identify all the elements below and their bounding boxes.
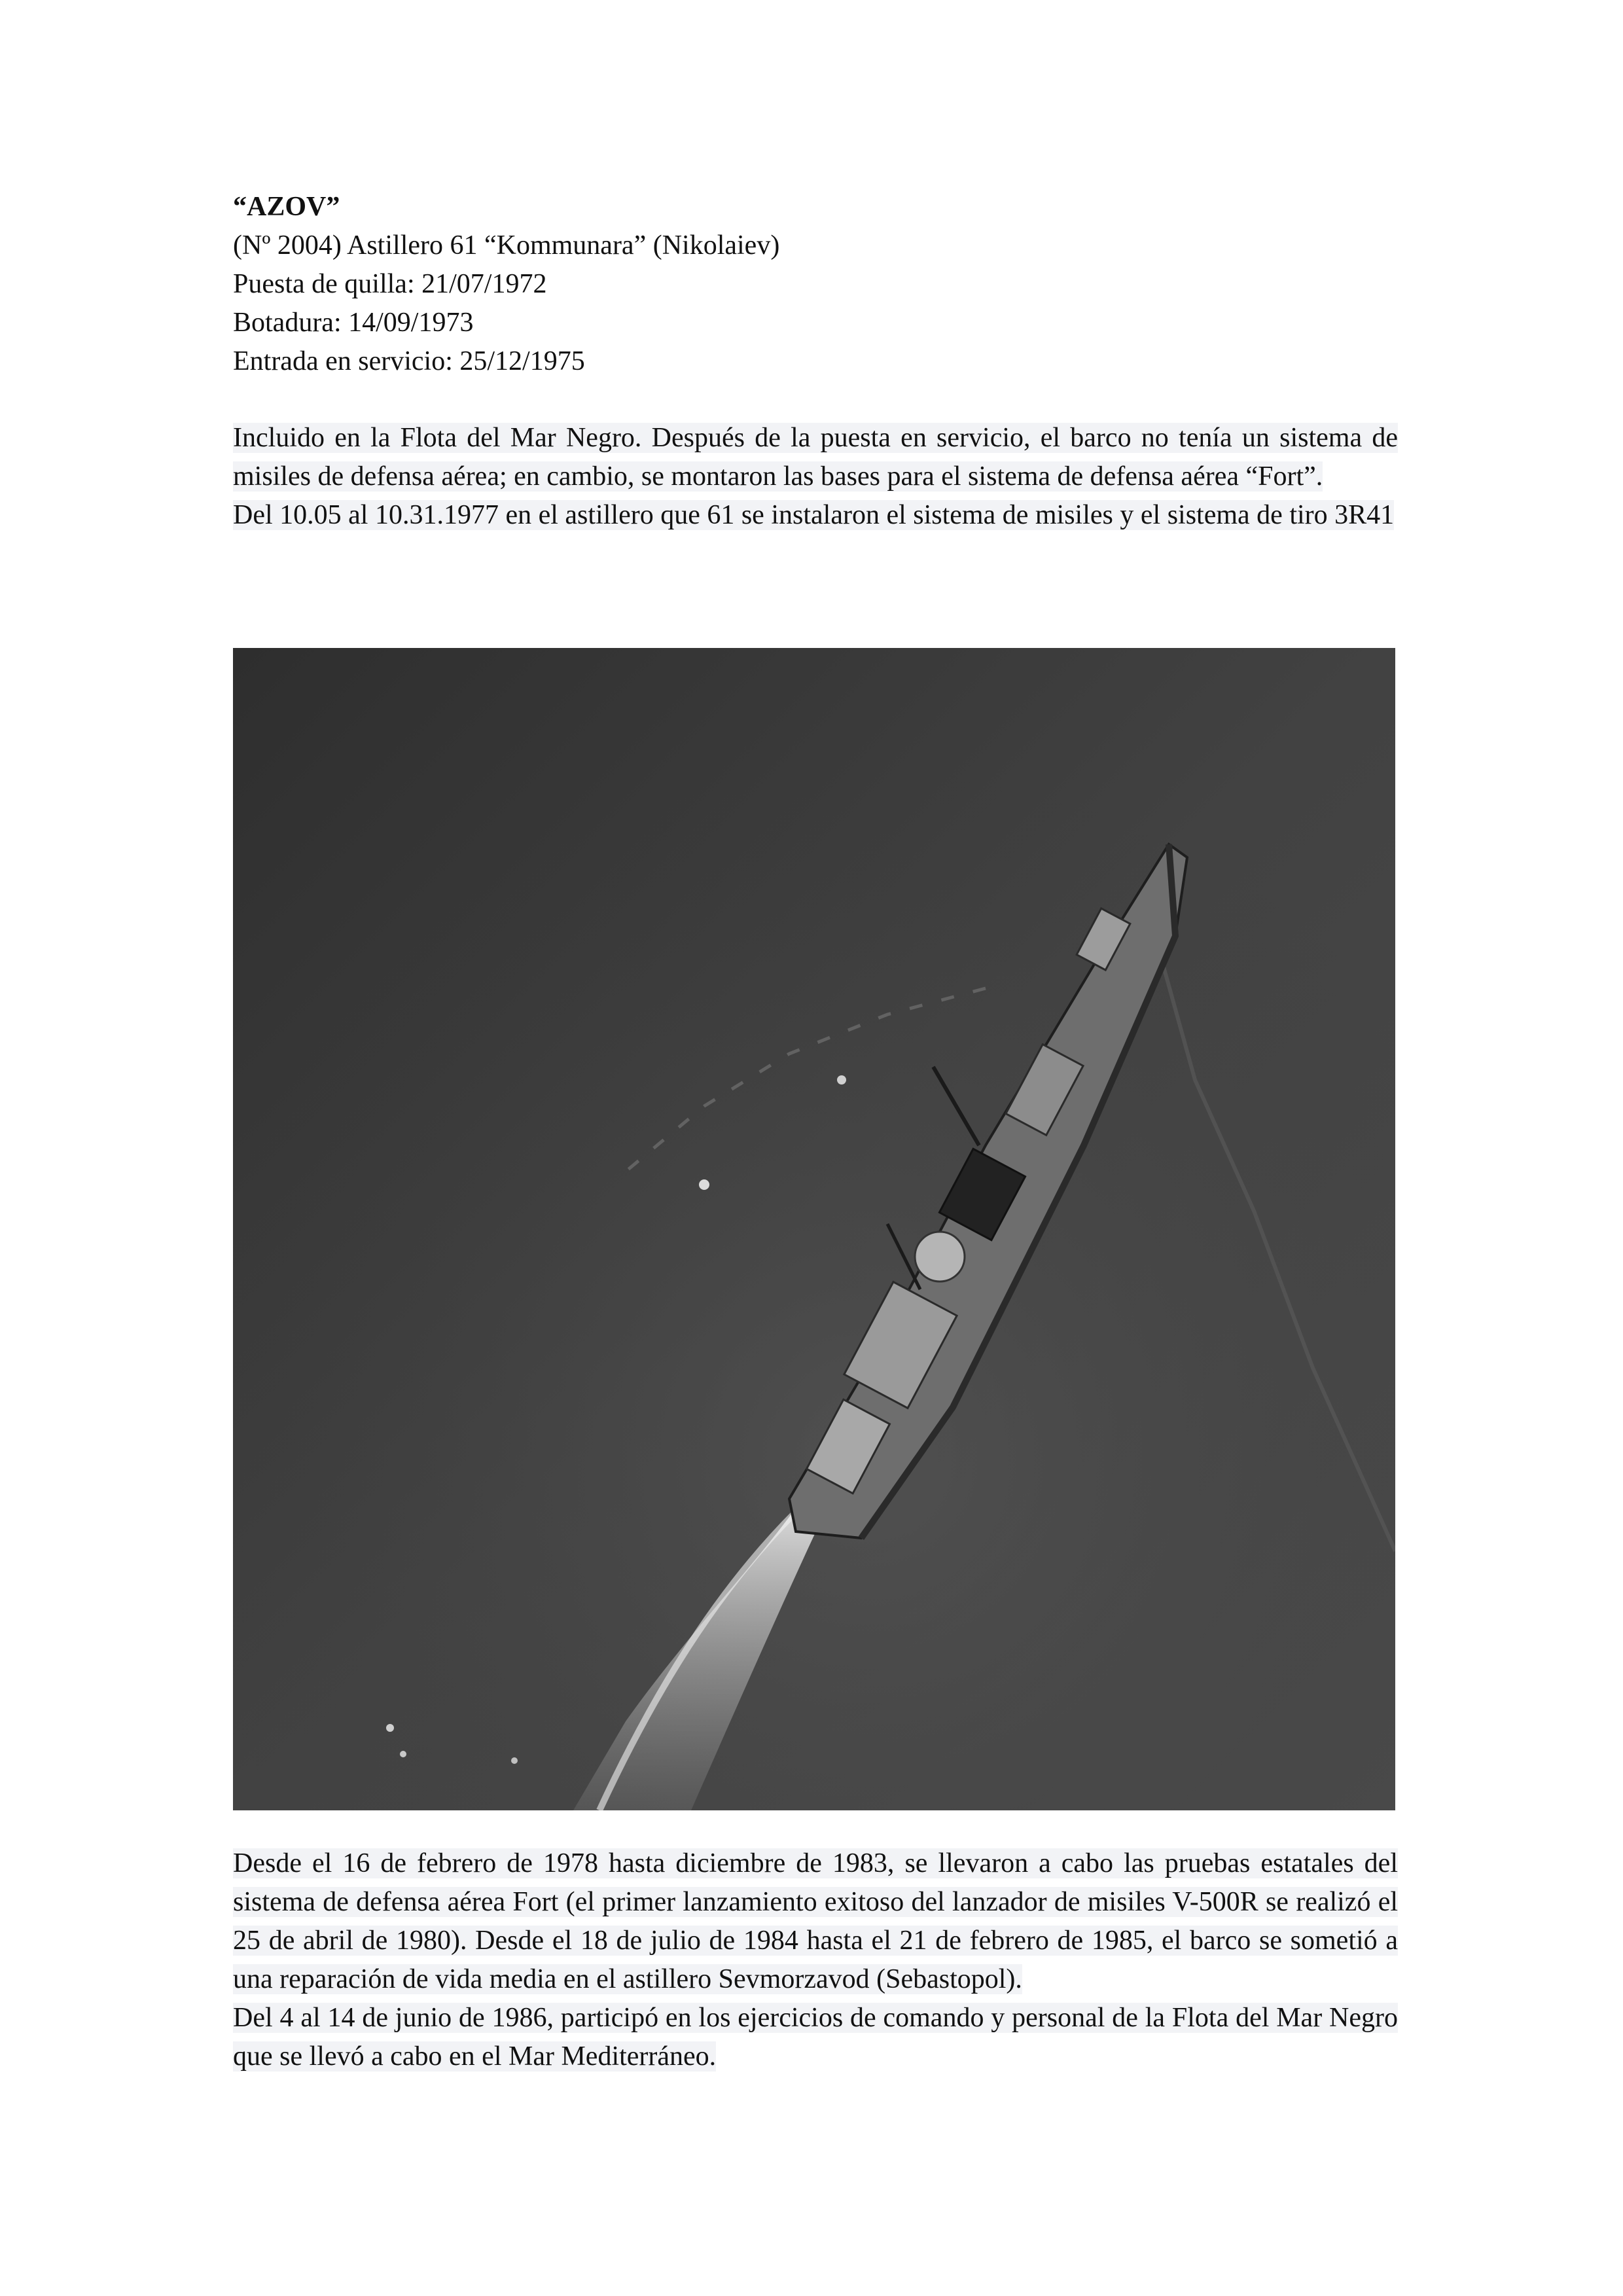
shipyard-line: (Nº 2004) Astillero 61 “Kommunara” (Nikolaiev): [233, 230, 780, 260]
ship-photo: [233, 648, 1395, 1810]
paragraph-text: Incluido en la Flota del Mar Negro. Después de la puesta en servicio, el barco no tenía un sistema de misiles de defensa aérea; en cambio, se montaron las bases para el sistema de defensa aérea “Fort”.: [233, 423, 1398, 492]
paragraph: [233, 1844, 1398, 1999]
paragraph-text: Del 10.05 al 10.31.1977 en el astillero que 61 se instalaron el sistema de misiles y el sistema de tiro 3R41: [233, 500, 1395, 530]
body-text-top: [233, 419, 1398, 535]
keel-laying-line: Puesta de quilla: 21/07/1972: [233, 269, 547, 299]
paragraph-text: Desde el 16 de febrero de 1978 hasta diciembre de 1983, se llevaron a cabo las pruebas estatales del sistema de defensa aérea Fort (el primer lanzamiento exitoso del lanzador de misiles V-500R se realizó el 25 de abril de 1980). Desde el 18 de julio de 1984 hasta el 21 de febrero de 1985, el barco se sometió a una reparación de vida media en el astillero Sevmorzavod (Sebastopol).: [233, 1848, 1398, 1994]
ship-header: [233, 188, 1398, 381]
commissioning-line: Entrada en servicio: 25/12/1975: [233, 346, 585, 376]
sun-glint: [699, 1179, 709, 1190]
ship-title: “AZOV”: [233, 192, 340, 222]
paragraph: [233, 496, 1398, 535]
paragraph-text: Del 4 al 14 de junio de 1986, participó en los ejercicios de comando y personal de la Flota del Mar Negro que se llevó a cabo en el Mar Mediterráneo.: [233, 2003, 1398, 2072]
body-text-bottom: [233, 1844, 1398, 2076]
paragraph: [233, 419, 1398, 496]
paragraph: [233, 1999, 1398, 2076]
launch-line: Botadura: 14/09/1973: [233, 308, 474, 338]
